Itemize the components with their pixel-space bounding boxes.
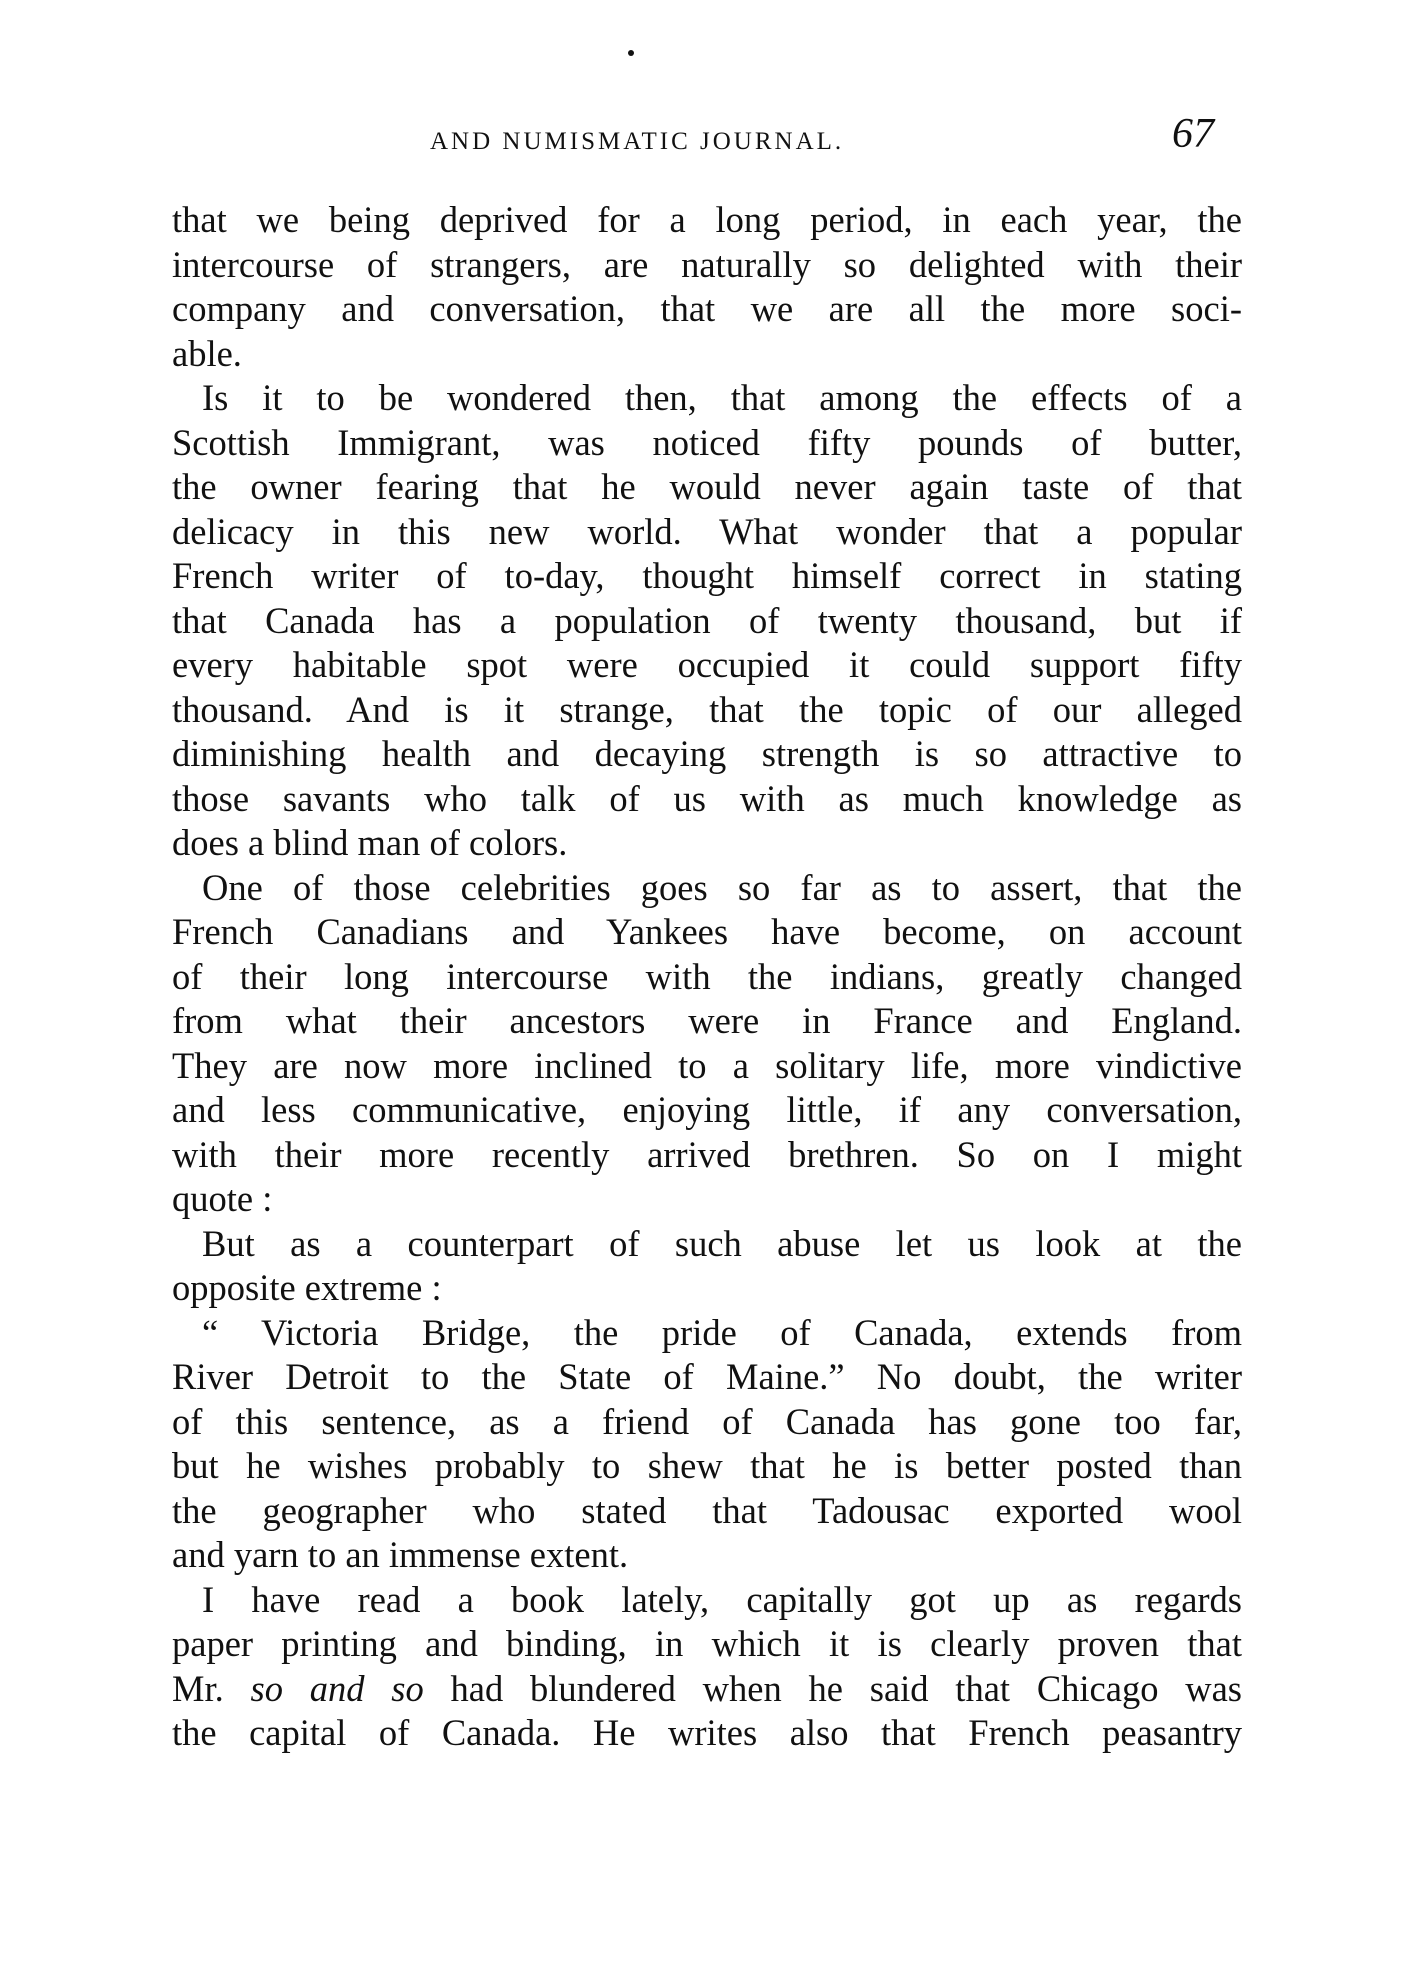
paragraph-start-line: Is it to be wondered then, that among the effects of a [202, 377, 1242, 418]
text-line: the geographer who stated that Tadousac exported wool [172, 1489, 1242, 1531]
text-line: but he wishes probably to shew that he is better posted than [172, 1445, 1242, 1486]
text-line: delicacy in this new world. What wonder that a popular [172, 510, 1242, 552]
text-line: with their more recently arrived brethren. So on I might [172, 1133, 1242, 1175]
text-line: company and conversation, that we are all the more soci- [172, 288, 1242, 329]
text-line: and yarn to an immense extent. [172, 1534, 629, 1575]
text-line: does a blind man of colors. [172, 822, 568, 863]
text-line-with-italic [172, 1667, 1242, 1712]
text-line: opposite extreme : [172, 1267, 442, 1308]
text-line: intercourse of strangers, are naturally so delighted with their [172, 243, 1242, 285]
text-line: that Canada has a population of twenty thousand, but if [172, 599, 1242, 641]
text-line: and less communicative, enjoying little, if any conversation, [172, 1089, 1242, 1130]
text-line: French writer of to-day, thought himself correct in stating [172, 555, 1242, 596]
text-line: able. [172, 332, 242, 374]
running-head: AND NUMISMATIC JOURNAL. [430, 128, 845, 155]
paragraph-start-line: One of those celebrities goes so far as to assert, that the [202, 866, 1242, 908]
text-line: They are now more inclined to a solitary life, more vindictive [172, 1044, 1242, 1086]
paragraph-start-line: But as a counterpart of such abuse let us look at the [202, 1222, 1242, 1264]
text-line: from what their ancestors were in France and England. [172, 1000, 1242, 1041]
text-line: those savants who talk of us with as much knowledge as [172, 777, 1242, 819]
text-line: of their long intercourse with the indians, greatly changed [172, 955, 1242, 997]
text-segment: had blundered when he said that Chicago was [423, 1667, 1242, 1709]
text-line: French Canadians and Yankees have become, on account [172, 911, 1242, 952]
text-line: Scottish Immigrant, was noticed fifty pounds of butter, [172, 421, 1242, 463]
text-line: that we being deprived for a long period, in each year, the [172, 199, 1242, 240]
text-line: the capital of Canada. He writes also that French peasantry [172, 1712, 1242, 1753]
text-line: the owner fearing that he would never again taste of that [172, 466, 1242, 507]
body-text [172, 198, 1242, 1756]
text-line: paper printing and binding, in which it is clearly proven that [172, 1623, 1242, 1664]
text-line: River Detroit to the State of Maine.” No doubt, the writer [172, 1356, 1242, 1397]
text-segment: Mr. [172, 1667, 251, 1709]
paragraph-start-line: “ Victoria Bridge, the pride of Canada, extends from [202, 1311, 1242, 1353]
text-line: diminishing health and decaying strength is so attractive to [172, 733, 1242, 774]
print-speck [628, 50, 634, 56]
text-line: every habitable spot were occupied it could support fifty [172, 644, 1242, 685]
paragraph-start-line: I have read a book lately, capitally got up as regards [202, 1578, 1242, 1620]
text-line: of this sentence, as a friend of Canada has gone too far, [172, 1400, 1242, 1442]
text-line: quote : [172, 1178, 273, 1219]
text-line: thousand. And is it strange, that the topic of our alleged [172, 688, 1242, 730]
page-number: 67 [1172, 111, 1214, 157]
italic-phrase: so and so [250, 1667, 424, 1709]
